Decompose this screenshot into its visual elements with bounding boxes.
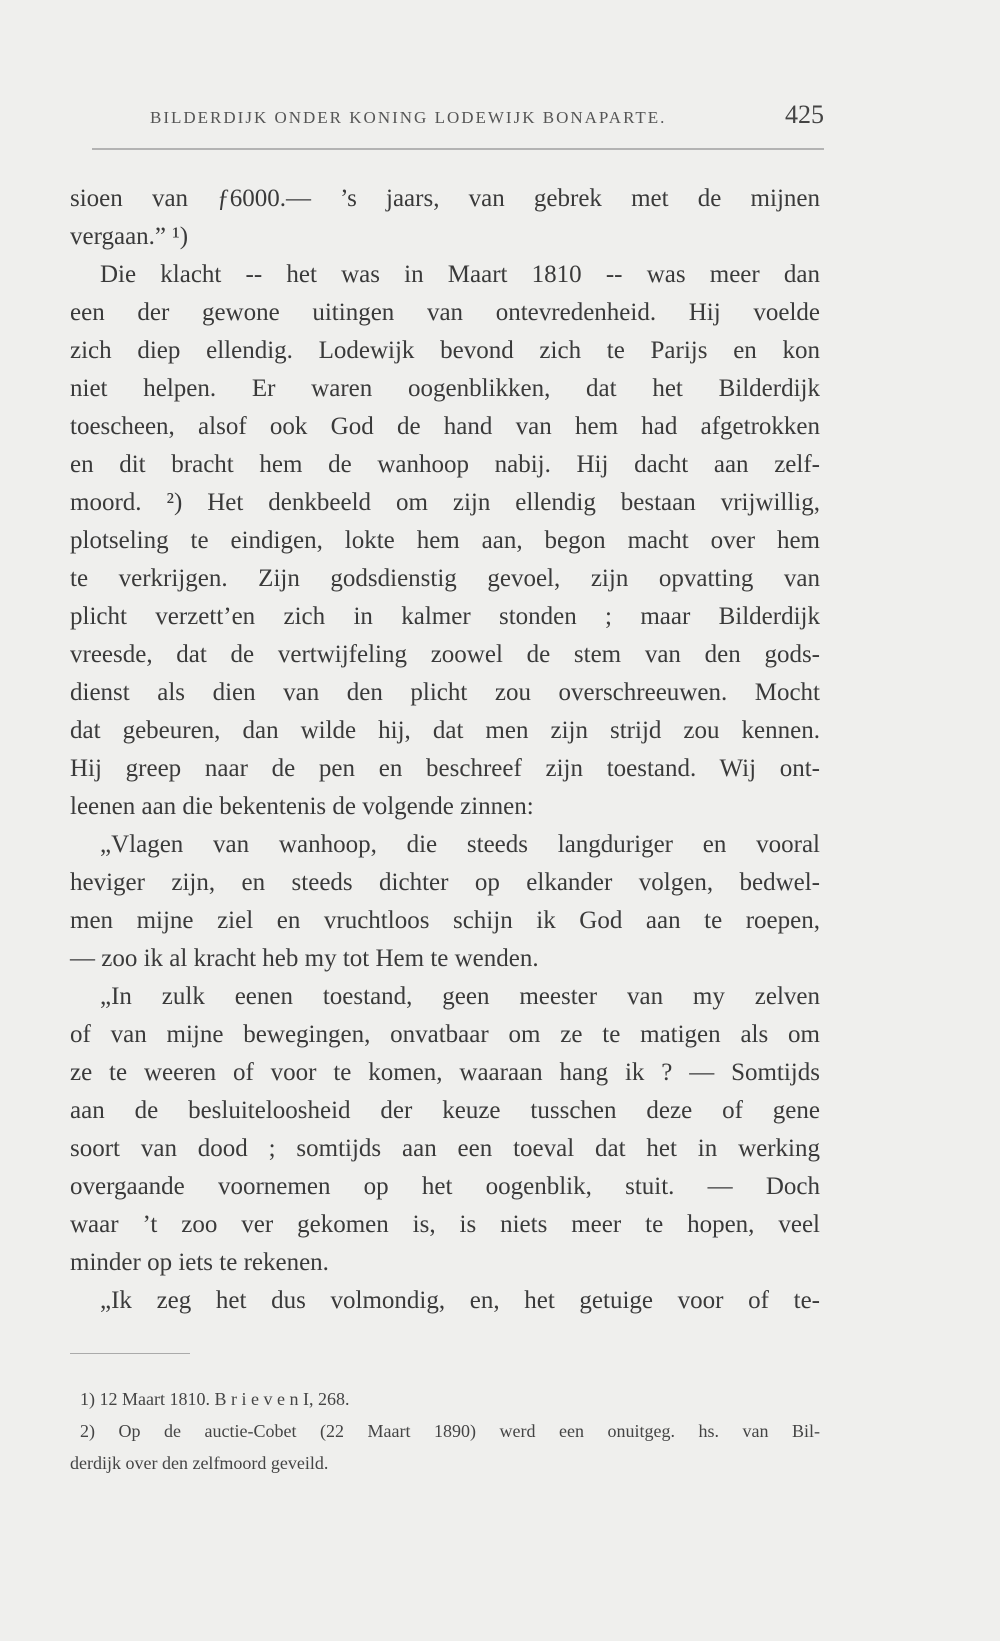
text-line: aan de besluiteloosheid der keuze tusschen deze of gene [70, 1097, 820, 1124]
text-line: — zoo ik al kracht heb my tot Hem te wenden. [70, 945, 539, 972]
text-line: Hij greep naar de pen en beschreef zijn toestand. Wij ont- [70, 755, 820, 782]
text-line: ze te weeren of voor te komen, waaraan hang ik ? — Somtijds [70, 1059, 820, 1086]
text-line: overgaande voornemen op het oogenblik, stuit. — Doch [70, 1173, 820, 1200]
page-header [150, 100, 824, 130]
text-line: „Vlagen van wanhoop, die steeds langduriger en vooral [100, 831, 820, 858]
text-line: of van mijne bewegingen, onvatbaar om ze te matigen als om [70, 1021, 820, 1048]
text-line: dat gebeuren, dan wilde hij, dat men zijn strijd zou kennen. [70, 717, 820, 744]
text-line: moord. ²) Het denkbeeld om zijn ellendig bestaan vrijwillig, [70, 489, 820, 516]
text-line: heviger zijn, en steeds dichter op elkander volgen, bedwel- [70, 869, 820, 896]
footnote-2-continuation: derdijk over den zelfmoord geveild. [70, 1453, 329, 1473]
footnote-2: 2) Op de auctie-Cobet (22 Maart 1890) werd een onuitgeg. hs. van Bil- [80, 1421, 820, 1441]
text-line: „In zulk eenen toestand, geen meester van my zelven [100, 983, 820, 1010]
text-line: men mijne ziel en vruchtloos schijn ik God aan te roepen, [70, 907, 820, 934]
running-title: BILDERDIJK ONDER KONING LODEWIJK BONAPARTE. [150, 108, 667, 127]
text-line: minder op iets te rekenen. [70, 1249, 329, 1276]
text-line: te verkrijgen. Zijn godsdienstig gevoel, zijn opvatting van [70, 565, 820, 592]
footnotes [70, 1383, 820, 1479]
page-number: 425 [785, 100, 824, 129]
text-line: plotseling te eindigen, lokte hem aan, begon macht over hem [70, 527, 820, 554]
text-line: waar ’t zoo ver gekomen is, is niets meer te hopen, veel [70, 1211, 820, 1238]
text-line: een der gewone uitingen van ontevredenheid. Hij voelde [70, 299, 820, 326]
text-line: niet helpen. Er waren oogenblikken, dat het Bilderdijk [70, 375, 820, 402]
text-line: vergaan.” ¹) [70, 223, 189, 250]
text-line: toescheen, alsof ook God de hand van hem had afgetrokken [70, 413, 820, 440]
footnote-rule [70, 1353, 190, 1354]
text-line: „Ik zeg het dus volmondig, en, het getuige voor of te- [100, 1287, 820, 1314]
text-line: sioen van ƒ6000.— ’s jaars, van gebrek met de mijnen [70, 185, 820, 212]
text-line: soort van dood ; somtijds aan een toeval dat het in werking [70, 1135, 820, 1162]
footnote-1: 1) 12 Maart 1810. B r i e v e n I, 268. [80, 1389, 350, 1409]
text-line: plicht verzett’en zich in kalmer stonden ; maar Bilderdijk [70, 603, 820, 630]
header-rule [92, 148, 824, 150]
text-line: zich diep ellendig. Lodewijk bevond zich te Parijs en kon [70, 337, 820, 364]
body-text [70, 180, 820, 1320]
text-line: en dit bracht hem de wanhoop nabij. Hij dacht aan zelf- [70, 451, 820, 478]
text-line: leenen aan die bekentenis de volgende zinnen: [70, 793, 534, 820]
text-line: Die klacht -- het was in Maart 1810 -- was meer dan [100, 261, 820, 288]
text-line: vreesde, dat de vertwijfeling zoowel de stem van den gods- [70, 641, 820, 668]
text-line: dienst als dien van den plicht zou overschreeuwen. Mocht [70, 679, 820, 706]
